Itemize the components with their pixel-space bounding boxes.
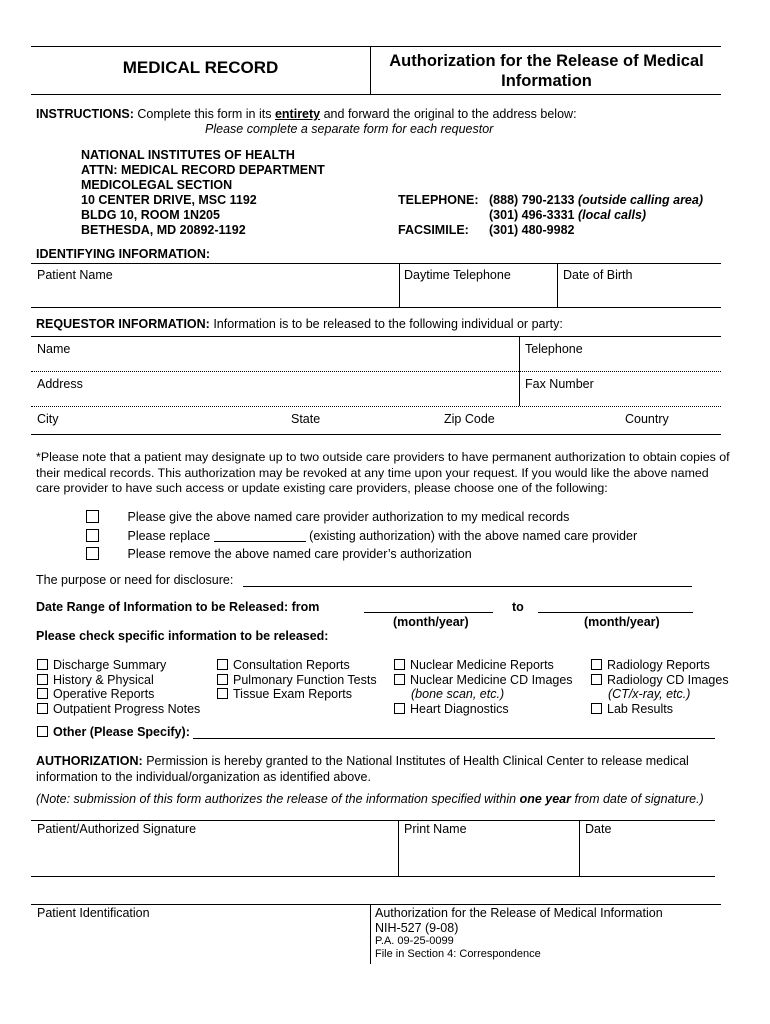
replace-provider-field[interactable] xyxy=(214,529,306,542)
info-option[interactable] xyxy=(591,658,729,673)
info-option[interactable] xyxy=(37,702,200,717)
address-line: BLDG 10, ROOM 1N205 xyxy=(81,208,220,222)
other-specify-field[interactable] xyxy=(193,738,715,739)
choice-3-label: Please remove the above named care provider’s authorization xyxy=(127,547,472,561)
authorization-note-text: (Note: submission of this form authorizes the release of the information specified within xyxy=(36,792,517,806)
care-provider-notice: *Please note that a patient may designate up to two outside care providers to have permanent authorization to obtain copies of their medical records. This authorization may be revoked at any time upon your request. If you would like the above named care provider to have such access or update existing care providers, please choose one of the following: xyxy=(36,450,730,495)
info-option-label: Radiology CD Images xyxy=(607,672,729,687)
info-option-label: Pulmonary Function Tests xyxy=(233,672,377,687)
info-option-note: (bone scan, etc.) xyxy=(411,687,505,702)
info-column-1 xyxy=(37,658,200,717)
info-option-label: Heart Diagnostics xyxy=(410,702,509,717)
checkbox[interactable] xyxy=(217,659,228,670)
info-option[interactable] xyxy=(394,658,573,673)
patient-name-field[interactable]: Patient Name xyxy=(37,268,113,282)
info-option-label: Tissue Exam Reports xyxy=(233,687,353,702)
info-option[interactable] xyxy=(394,673,573,688)
date-range-label: Date Range of Information to be Released: from xyxy=(36,600,320,614)
daytime-telephone-field[interactable]: Daytime Telephone xyxy=(404,268,511,282)
info-option-label: Nuclear Medicine Reports xyxy=(410,658,554,672)
choice-2-label-after: (existing authorization) with the above named care provider xyxy=(309,529,638,543)
instructions xyxy=(36,107,577,121)
info-option[interactable] xyxy=(217,658,377,673)
info-option-label: Operative Reports xyxy=(53,687,155,702)
checkbox[interactable] xyxy=(37,659,48,670)
checkbox[interactable] xyxy=(394,674,405,685)
choice-1-checkbox[interactable] xyxy=(86,510,99,523)
fax-label: FACSIMILE: xyxy=(398,223,469,237)
date-range-to: to xyxy=(512,600,524,614)
address-line: NATIONAL INSTITUTES OF HEALTH xyxy=(81,148,295,162)
requestor-heading xyxy=(36,317,563,331)
info-option[interactable] xyxy=(591,673,729,688)
checkbox[interactable] xyxy=(37,703,48,714)
choice-2-label: Please replace xyxy=(127,529,211,543)
info-option[interactable] xyxy=(217,687,377,702)
choice-2-checkbox[interactable] xyxy=(86,529,99,542)
info-option-label: History & Physical xyxy=(53,672,154,687)
authorization-label: AUTHORIZATION: xyxy=(36,754,143,768)
date-of-birth-field[interactable]: Date of Birth xyxy=(563,268,633,282)
requestor-zip-field[interactable]: Zip Code xyxy=(444,412,495,426)
choice-2[interactable] xyxy=(86,529,637,543)
checkbox[interactable] xyxy=(591,674,602,685)
instructions-label: INSTRUCTIONS: xyxy=(36,107,134,121)
requestor-telephone-field[interactable]: Telephone xyxy=(525,342,583,356)
requestor-heading-text: Information is to be released to the following individual or party: xyxy=(213,317,563,331)
checkbox[interactable] xyxy=(37,674,48,685)
footer-pa-number: P.A. 09-25-0099 xyxy=(375,935,454,947)
patient-signature-field[interactable]: Patient/Authorized Signature xyxy=(37,822,197,836)
info-option[interactable] xyxy=(394,702,573,717)
identifying-heading: IDENTIFYING INFORMATION: xyxy=(36,247,211,261)
instructions-emphasis: entirety xyxy=(274,107,321,121)
checkbox[interactable] xyxy=(217,674,228,685)
address-line: MEDICOLEGAL SECTION xyxy=(81,178,233,192)
form-title: Authorization for the Release of Medical Information xyxy=(389,52,704,90)
checkbox[interactable] xyxy=(37,726,48,737)
purpose-label: The purpose or need for disclosure: xyxy=(36,573,234,587)
requestor-fax-field[interactable]: Fax Number xyxy=(525,377,594,391)
choice-1[interactable] xyxy=(86,510,569,524)
requestor-name-field[interactable]: Name xyxy=(37,342,71,356)
other-option[interactable] xyxy=(37,725,190,739)
date-to-hint: (month/year) xyxy=(584,615,660,629)
checkbox[interactable] xyxy=(217,688,228,699)
info-option-label: Radiology Reports xyxy=(607,658,710,672)
info-option[interactable] xyxy=(37,658,200,673)
authorization-note-text-after: from date of signature.) xyxy=(574,792,704,806)
info-option-label: Nuclear Medicine CD Images xyxy=(410,672,573,687)
date-to-field[interactable] xyxy=(538,612,693,613)
info-option[interactable] xyxy=(591,702,729,717)
telephone-2 xyxy=(489,208,646,222)
patient-identification-field[interactable]: Patient Identification xyxy=(37,906,150,920)
other-label: Other (Please Specify): xyxy=(53,725,190,739)
form-header-title: MEDICAL RECORD xyxy=(122,58,279,77)
requestor-heading-label: REQUESTOR INFORMATION: xyxy=(36,317,210,331)
info-column-4 xyxy=(591,658,729,717)
instructions-text-after: and forward the original to the address below: xyxy=(323,107,577,121)
info-option-label: Consultation Reports xyxy=(233,658,350,672)
choice-3[interactable] xyxy=(86,547,472,561)
requestor-country-field[interactable]: Country xyxy=(625,412,669,426)
print-name-field[interactable]: Print Name xyxy=(404,822,467,836)
authorization-note xyxy=(36,792,704,806)
info-option[interactable] xyxy=(217,673,377,688)
date-from-hint: (month/year) xyxy=(393,615,469,629)
specific-info-heading: Please check specific information to be released: xyxy=(36,629,329,643)
telephone-1-number: (888) 790-2133 xyxy=(489,193,575,207)
footer-file-location: File in Section 4: Correspondence xyxy=(375,948,541,960)
info-column-3 xyxy=(394,658,573,717)
address-line: BETHESDA, MD 20892-1192 xyxy=(81,223,246,237)
checkbox[interactable] xyxy=(591,703,602,714)
info-option-note: (CT/x-ray, etc.) xyxy=(608,687,691,702)
info-column-2 xyxy=(217,658,377,702)
info-option-label: Outpatient Progress Notes xyxy=(53,702,201,717)
info-option[interactable] xyxy=(37,687,200,702)
checkbox[interactable] xyxy=(37,688,48,699)
instructions-text: Complete this form in its xyxy=(137,107,272,121)
checkbox[interactable] xyxy=(394,659,405,670)
checkbox[interactable] xyxy=(591,659,602,670)
requestor-city-field[interactable]: City xyxy=(37,412,59,426)
telephone-label: TELEPHONE: xyxy=(398,193,479,207)
info-option[interactable] xyxy=(37,673,200,688)
checkbox[interactable] xyxy=(394,703,405,714)
address-line: ATTN: MEDICAL RECORD DEPARTMENT xyxy=(81,163,325,177)
info-option-label: Lab Results xyxy=(607,702,674,717)
authorization-note-emphasis: one year xyxy=(519,792,571,806)
footer-form-title: Authorization for the Release of Medical Information xyxy=(375,906,663,920)
authorization-text xyxy=(36,754,726,785)
mailing-address xyxy=(81,148,325,238)
telephone-2-number: (301) 496-3331 xyxy=(489,208,575,222)
purpose-field[interactable] xyxy=(243,586,692,587)
telephone-1 xyxy=(489,193,703,207)
date-from-field[interactable] xyxy=(364,612,493,613)
info-option-label: Discharge Summary xyxy=(53,658,167,672)
choice-1-label: Please give the above named care provider authorization to my medical records xyxy=(127,510,570,524)
telephone-1-note: (outside calling area) xyxy=(577,193,703,207)
fax-number: (301) 480-9982 xyxy=(489,223,575,237)
telephone-2-note: (local calls) xyxy=(577,208,647,222)
instructions-note: Please complete a separate form for each requestor xyxy=(205,122,494,136)
footer-form-number: NIH-527 (9-08) xyxy=(375,921,459,935)
requestor-address-field[interactable]: Address xyxy=(37,377,83,391)
authorization-body: Permission is hereby granted to the National Institutes of Health Clinical Center to release medical information to the individual/organization as identified above. xyxy=(36,754,689,784)
requestor-state-field[interactable]: State xyxy=(291,412,321,426)
signature-date-field[interactable]: Date xyxy=(585,822,612,836)
address-line: 10 CENTER DRIVE, MSC 1192 xyxy=(81,193,257,207)
choice-3-checkbox[interactable] xyxy=(86,547,99,560)
